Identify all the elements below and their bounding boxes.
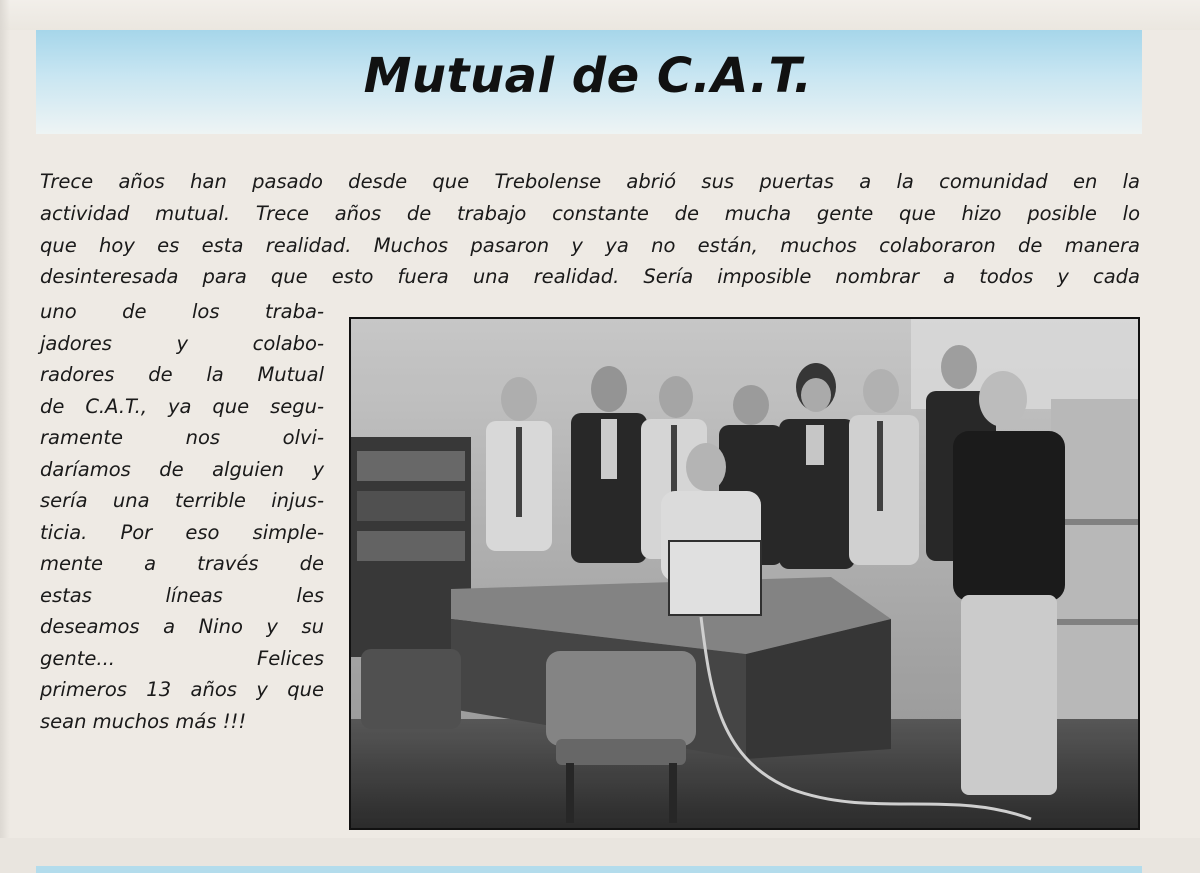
column-line: jadores y colabo-	[40, 331, 324, 355]
article-column-text	[40, 296, 324, 737]
column-line: sería una terrible injus-	[40, 489, 324, 512]
column-line: sean muchos más !!!	[40, 709, 247, 733]
column-line: ramente nos olvi-	[40, 426, 324, 449]
footer-band	[36, 866, 1142, 873]
column-line: estas líneas les	[40, 583, 324, 607]
intro-line: desinteresada para que esto fuera una realidad. Sería imposible nombrar a todos y cada	[40, 265, 1140, 289]
column-line: mente a través de	[40, 552, 324, 575]
intro-line: que hoy es esta realidad. Muchos pasaron y ya no están, muchos colaboraron de manera	[40, 233, 1140, 257]
page-top-margin	[0, 0, 1200, 30]
column-line: primeros 13 años y que	[40, 678, 324, 701]
group-photo	[349, 317, 1140, 830]
intro-line: actividad mutual. Trece años de trabajo constante de mucha gente que hizo posible lo	[40, 201, 1140, 225]
column-line: de C.A.T., ya que segu-	[40, 394, 324, 418]
page-gutter-shadow	[0, 0, 10, 873]
column-line: gente... Felices	[40, 646, 324, 670]
article-title: Mutual de C.A.T.	[363, 48, 813, 104]
column-line: ticia. Por eso simple-	[40, 520, 324, 544]
column-line: daríamos de alguien y	[40, 457, 324, 481]
intro-line: Trece años han pasado desde que Trebolense abrió sus puertas a la comunidad en la	[40, 170, 1140, 193]
column-line: deseamos a Nino y su	[40, 615, 324, 638]
column-line: uno de los traba-	[40, 300, 324, 323]
column-line: radores de la Mutual	[40, 363, 324, 386]
article-intro	[40, 166, 1140, 293]
